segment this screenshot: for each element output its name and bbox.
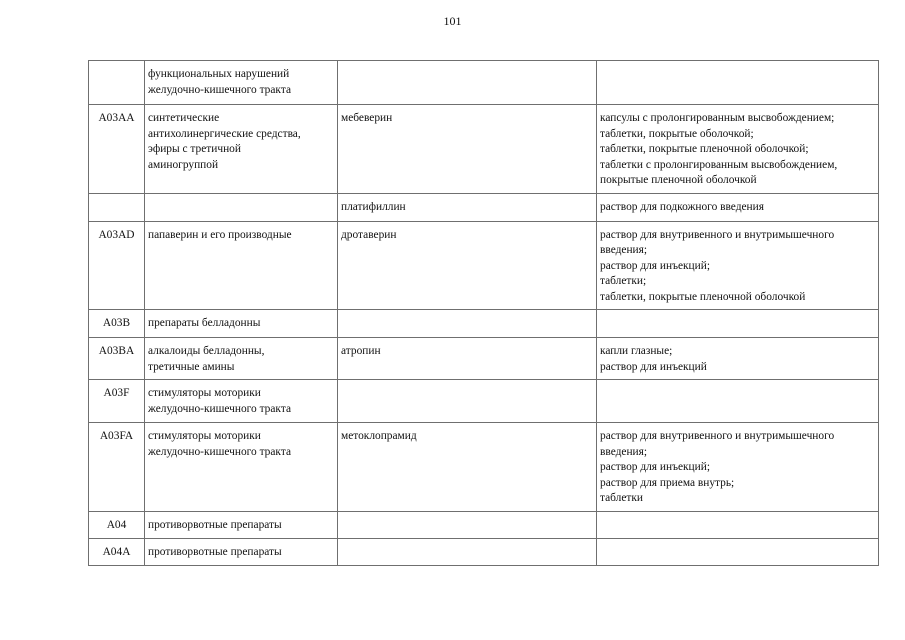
dosage-form-cell: капсулы с пролонгированным высвобождением; таблетки, покрытые оболочкой; таблетки, покрытые пленочной оболочкой; таблетки с пролонгированным высвобождением, покрытые пленочной оболочкой xyxy=(597,105,879,194)
table-row xyxy=(89,61,879,105)
table-row xyxy=(89,310,879,338)
drug-name-cell xyxy=(338,380,597,423)
table-row xyxy=(89,539,879,566)
table-row xyxy=(89,105,879,194)
drug-name-cell: мебеверин xyxy=(338,105,597,194)
dosage-form-cell: капли глазные; раствор для инъекций xyxy=(597,338,879,380)
drug-name-cell xyxy=(338,61,597,105)
group-name-cell: синтетические антихолинергические средства, эфиры с третичной аминогруппой xyxy=(145,105,338,194)
group-name-cell: препараты белладонны xyxy=(145,310,338,338)
table-row xyxy=(89,380,879,423)
table-row xyxy=(89,423,879,512)
table-row xyxy=(89,512,879,539)
group-name-cell: стимуляторы моторики желудочно-кишечного тракта xyxy=(145,423,338,512)
group-name-cell xyxy=(145,193,338,221)
table-row xyxy=(89,221,879,310)
atc-code-cell xyxy=(89,193,145,221)
atc-code-cell: A03AA xyxy=(89,105,145,194)
atc-code-cell: A04 xyxy=(89,512,145,539)
page-number: 101 xyxy=(443,14,462,28)
dosage-form-cell xyxy=(597,512,879,539)
drug-table xyxy=(88,60,879,566)
drug-name-cell xyxy=(338,539,597,566)
dosage-form-cell: раствор для подкожного введения xyxy=(597,193,879,221)
dosage-form-cell: раствор для внутривенного и внутримышечного введения; раствор для инъекций; таблетки; таблетки, покрытые пленочной оболочкой xyxy=(597,221,879,310)
atc-code-cell: A03AD xyxy=(89,221,145,310)
group-name-cell: противорвотные препараты xyxy=(145,512,338,539)
atc-code-cell xyxy=(89,61,145,105)
dosage-form-cell xyxy=(597,310,879,338)
atc-code-cell: A03FA xyxy=(89,423,145,512)
table-row xyxy=(89,193,879,221)
group-name-cell: алкалоиды белладонны, третичные амины xyxy=(145,338,338,380)
group-name-cell: стимуляторы моторики желудочно-кишечного тракта xyxy=(145,380,338,423)
dosage-form-cell xyxy=(597,539,879,566)
group-name-cell: противорвотные препараты xyxy=(145,539,338,566)
group-name-cell: папаверин и его производные xyxy=(145,221,338,310)
drug-name-cell: дротаверин xyxy=(338,221,597,310)
drug-name-cell xyxy=(338,310,597,338)
atc-code-cell: A03BA xyxy=(89,338,145,380)
atc-code-cell: A03B xyxy=(89,310,145,338)
dosage-form-cell xyxy=(597,61,879,105)
dosage-form-cell xyxy=(597,380,879,423)
atc-code-cell: A03F xyxy=(89,380,145,423)
drug-name-cell: метоклопрамид xyxy=(338,423,597,512)
atc-code-cell: A04A xyxy=(89,539,145,566)
drug-name-cell: платифиллин xyxy=(338,193,597,221)
drug-name-cell xyxy=(338,512,597,539)
dosage-form-cell: раствор для внутривенного и внутримышечного введения; раствор для инъекций; раствор для приема внутрь; таблетки xyxy=(597,423,879,512)
drug-name-cell: атропин xyxy=(338,338,597,380)
group-name-cell: функциональных нарушений желудочно-кишечного тракта xyxy=(145,61,338,105)
table-row xyxy=(89,338,879,380)
